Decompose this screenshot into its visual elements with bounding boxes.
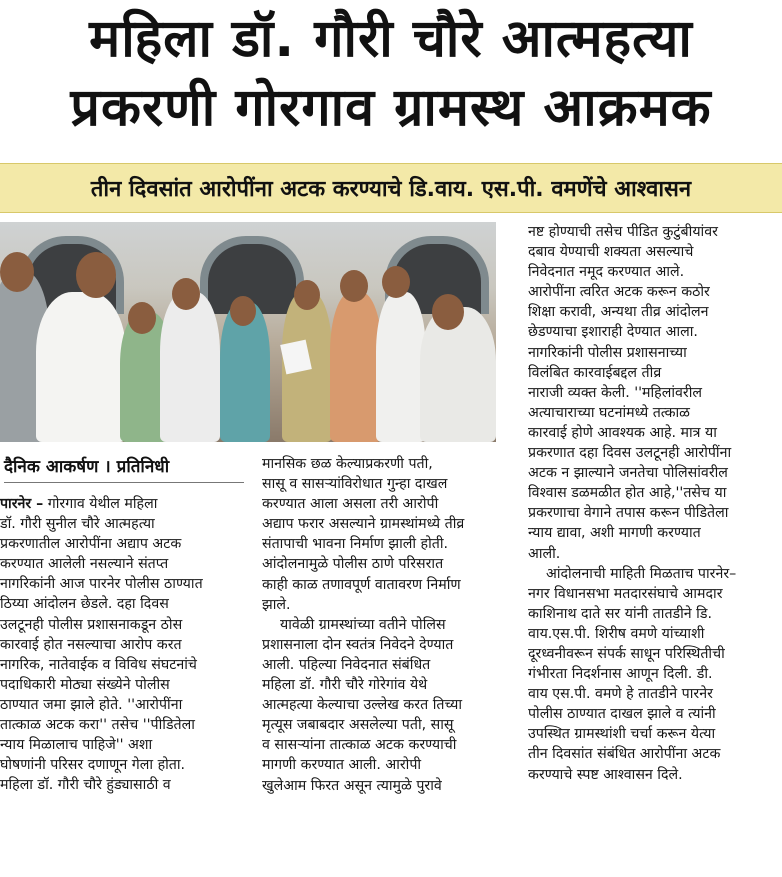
text-line: व सासऱ्यांना तात्काळ अटक करण्याची — [262, 737, 457, 754]
article-para — [262, 615, 510, 796]
text-line: आंदोलनामुळे पोलीस ठाणे परिसरात — [262, 556, 444, 573]
text-line: काही काळ तणावपूर्ण वातावरण निर्माण — [262, 576, 461, 593]
text-line: ठाण्यात जमा झाले होते. ''आरोपींना — [0, 696, 183, 713]
text-line: नागरिक, नातेवाईक व विविध संघटनांचे — [0, 656, 197, 673]
text-line: दूरध्वनीवरून संपर्क साधून परिस्थितीची — [528, 645, 725, 662]
text-line: आली. पहिल्या निवेदनात संबंधित — [262, 656, 431, 673]
text-line: अद्याप फरार असल्याने ग्रामस्थांमध्ये तीव्र — [262, 516, 465, 533]
text-line: करण्याचे स्पष्ट आश्वासन दिले. — [528, 766, 683, 783]
text-line: आरोपींना त्वरित अटक करून कठोर — [528, 284, 710, 301]
text-line: तीन दिवसांत संबंधित आरोपींना अटक — [528, 746, 721, 763]
article-para — [262, 454, 510, 615]
photo-person — [36, 292, 126, 442]
text-line: करण्यात आला असला तरी आरोपी — [262, 496, 439, 513]
text-line: मानसिक छळ केल्याप्रकरणी पती, — [262, 456, 433, 472]
article-para — [528, 564, 776, 785]
text-line: आंदोलनाची माहिती मिळताच पारनेर– — [546, 565, 737, 582]
text-line: पोलीस ठाण्यात दाखल झाले व त्यांनी — [528, 706, 716, 723]
text-line: महिला डॉ. गौरी चौरे गोरेगांव येथे — [262, 677, 428, 694]
photo-person-head — [0, 252, 34, 292]
headline — [0, 4, 782, 142]
text-line: अत्याचाराच्या घटनांमध्ये तत्काळ — [528, 404, 690, 421]
text-line: घोषणांनी परिसर दणाणून गेला होता. — [0, 757, 186, 774]
photo-person-head — [382, 266, 410, 298]
photo-person — [160, 292, 220, 442]
text-line: डॉ. गौरी सुनील चौरे आत्महत्या — [0, 516, 155, 533]
photo-person — [330, 292, 382, 442]
text-line: गंभीरता निदर्शनास आणून दिली. डी. — [528, 666, 713, 683]
text-line: विश्वास डळमळीत होत आहे,''तसेच या — [528, 485, 727, 502]
headline-line-1: महिला डॉ. गौरी चौरे आत्महत्या — [89, 9, 693, 69]
article-column-3 — [528, 222, 776, 785]
text-line: काशिनाथ दाते सर यांनी तातडीने डि. — [528, 605, 712, 622]
text-line: शिक्षा करावी, अन्यथा तीव्र आंदोलन — [528, 304, 709, 321]
text-line: गोरगाव येथील महिला — [43, 496, 158, 512]
text-line: प्रकरणात दहा दिवस उलटूनही आरोपींना — [528, 445, 732, 462]
text-line: प्रकरणाचा वेगाने तपास करून पीडितेला — [528, 505, 729, 522]
text-line: प्रशासनाला दोन स्वतंत्र निवेदने देण्यात — [262, 636, 454, 653]
news-photo — [0, 222, 496, 442]
text-line: दबाव येण्याची शक्यता असल्याचे — [528, 244, 694, 261]
dateline: पारनेर – — [0, 496, 44, 512]
text-line: उलटूनही पोलीस प्रशासनाकडून ठोस — [0, 616, 183, 633]
text-line: कारवाई होत नसल्याचा आरोप करत — [0, 636, 182, 653]
text-line: ठिय्या आंदोलन छेडले. दहा दिवस — [0, 596, 169, 613]
article-column-2 — [262, 454, 510, 796]
text-line: अटक न झाल्याने जनतेचा पोलिसांवरील — [528, 465, 728, 482]
article-para — [528, 222, 776, 564]
text-line: पदाधिकारी मोठ्या संख्येने पोलीस — [0, 676, 170, 693]
text-line: करण्यात आलेली नसल्याने संतप्त — [0, 556, 169, 573]
subheadline: तीन दिवसांत आरोपींना अटक करण्याचे डि.वाय. एस.पी. वमणेंचे आश्वासन — [0, 163, 782, 213]
photo-person-head — [340, 270, 368, 302]
text-line: कारवाई होणे आवश्यक आहे. मात्र या — [528, 424, 717, 441]
text-line: खुलेआम फिरत असून त्यामुळे पुरावे — [262, 777, 442, 794]
headline-line-2: प्रकरणी गोरगाव ग्रामस्थ आक्रमक — [70, 78, 712, 138]
text-line: न्याय द्यावा, अशी मागणी करण्यात — [528, 525, 701, 542]
text-line: छेडण्याचा इशाराही देण्यात आला. — [528, 324, 698, 341]
text-line: नाराजी व्यक्त केली. ''महिलांवरील — [528, 384, 702, 401]
text-line: निवेदनात नमूद करण्यात आले. — [528, 264, 685, 281]
byline: दैनिक आकर्षण । प्रतिनिधी — [4, 452, 244, 483]
text-line: वाय एस.पी. वमणे हे तातडीने पारनेर — [528, 686, 713, 703]
text-line: यावेळी ग्रामस्थांच्या वतीने पोलिस — [280, 616, 446, 633]
article-column-1 — [0, 494, 238, 795]
photo-person-head — [128, 302, 156, 334]
text-line: नगर विधानसभा मतदारसंघाचे आमदार — [528, 585, 723, 602]
text-line: संतापाची भावना निर्माण झाली होती. — [262, 536, 449, 553]
text-line: उपस्थित ग्रामस्थांशी चर्चा करून येत्या — [528, 726, 716, 743]
text-line: झाले. — [262, 596, 291, 613]
text-line: वाय.एस.पी. शिरीष वमणे यांच्याशी — [528, 625, 705, 642]
text-line: आत्महत्या केल्याचा उल्लेख करत तिच्या — [262, 697, 462, 714]
article-para — [0, 494, 238, 795]
text-line: न्याय मिळालाच पाहिजे'' अशा — [0, 737, 153, 754]
photo-person-head — [432, 294, 464, 330]
photo-person — [420, 307, 496, 442]
text-line: आली. — [528, 545, 561, 562]
text-line: तात्काळ अटक करा'' तसेच ''पीडितेला — [0, 717, 195, 734]
text-line: मृत्यूस जबाबदार असलेल्या पती, सासू — [262, 717, 454, 734]
photo-person-head — [172, 278, 200, 310]
photo-person — [376, 292, 426, 442]
text-line: नागरिकांनी आज पारनेर पोलीस ठाण्यात — [0, 576, 203, 593]
text-line: प्रकरणातील आरोपींना अद्याप अटक — [0, 536, 182, 553]
text-line: नागरिकांनी पोलीस प्रशासनाच्या — [528, 344, 687, 361]
text-line: नष्ट होण्याची तसेच पीडित कुटुंबीयांवर — [528, 224, 718, 240]
photo-person-head — [294, 280, 320, 310]
text-line: मागणी करण्यात आली. आरोपी — [262, 757, 422, 774]
photo-person-head — [76, 252, 116, 298]
text-line: सासू व सासऱ्यांविरोधात गुन्हा दाखल — [262, 476, 448, 493]
text-line: महिला डॉ. गौरी चौरे हुंड्यासाठी व — [0, 777, 171, 794]
text-line: विलंबित कारवाईबद्दल तीव्र — [528, 364, 662, 381]
photo-person-head — [230, 296, 256, 326]
